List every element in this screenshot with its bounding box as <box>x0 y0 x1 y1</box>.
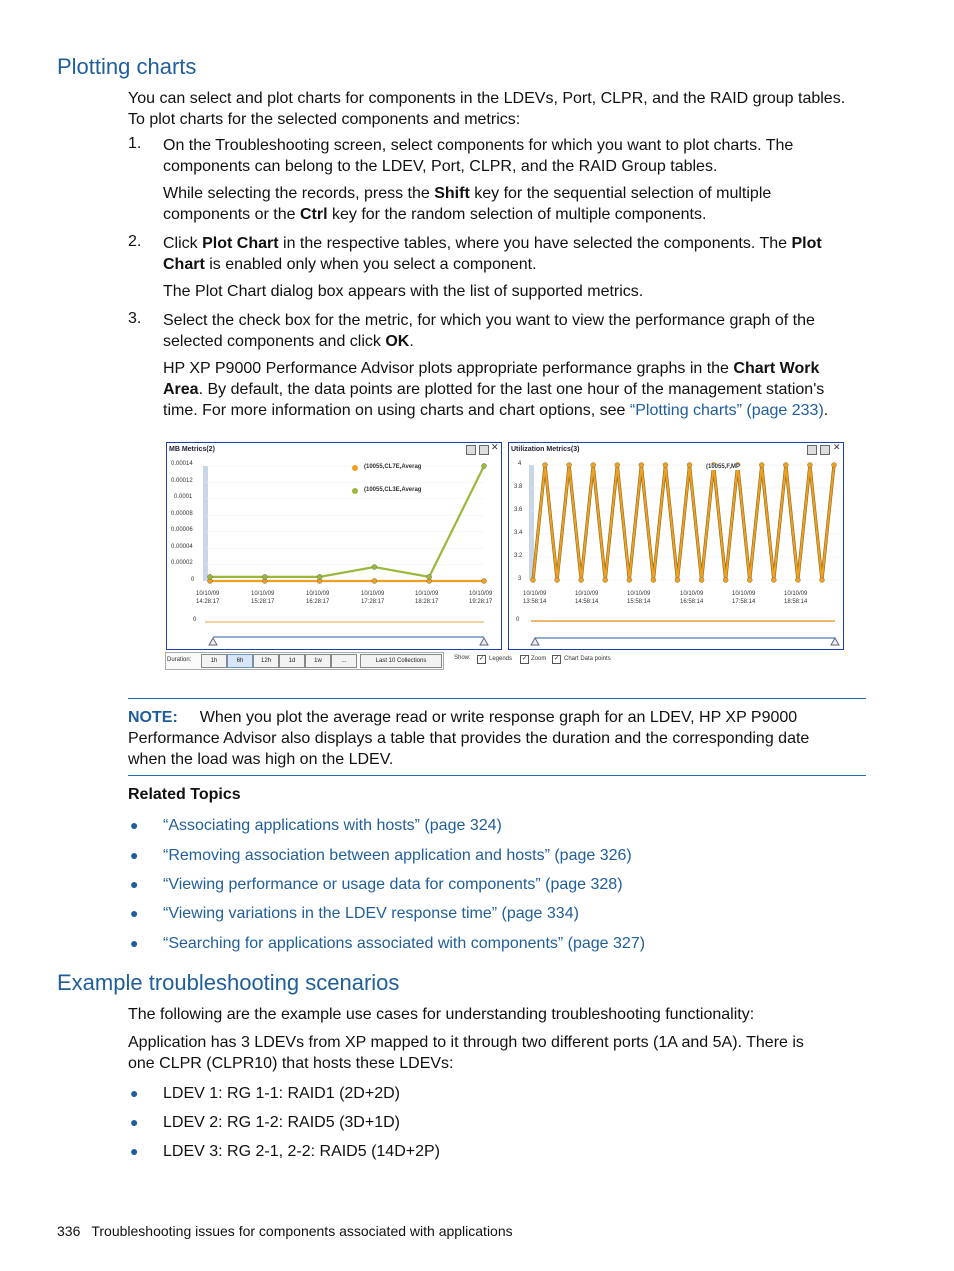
slider-zero-label: 0 <box>193 617 197 623</box>
x-tick-time: 13:58:14 <box>523 599 547 605</box>
duration-label: Duration: <box>167 657 192 663</box>
slider-zero-label: 0 <box>516 617 520 623</box>
y-tick-label: 3.6 <box>514 507 523 513</box>
data-point <box>627 578 632 583</box>
note-line-3: when the load was high on the LDEV. <box>128 751 394 768</box>
step-3-line-2: selected components and click OK. <box>163 333 414 350</box>
related-topics-heading: Related Topics <box>128 786 241 803</box>
data-point <box>615 463 620 468</box>
shift-key-label: Shift <box>434 185 470 202</box>
data-point <box>372 579 377 584</box>
step-3-sub-line-3: time. For more information on using charts and chart options, see “Plotting charts” (page 233). <box>163 402 829 419</box>
bullet-icon: ● <box>130 876 139 892</box>
y-axis-band <box>203 466 208 581</box>
x-tick-date: 10/10/09 <box>627 591 651 597</box>
x-tick-time: 15:28:17 <box>251 599 275 605</box>
bullet-icon: ● <box>130 1114 139 1130</box>
ldev-item-2: LDEV 2: RG 1-2: RAID5 (3D+1D) <box>163 1114 400 1131</box>
data-point <box>555 578 560 583</box>
ctrl-key-label: Ctrl <box>299 206 328 223</box>
data-point <box>482 464 487 469</box>
range-slider-handle <box>831 638 839 645</box>
x-tick-date: 10/10/09 <box>196 591 220 597</box>
data-point <box>819 578 824 583</box>
note-line-2: Performance Advisor also displays a table that provides the duration and the corresponding date <box>128 730 810 747</box>
note-top-rule <box>128 698 866 699</box>
y-tick-label: 0.00006 <box>171 527 193 533</box>
duration-6h-button[interactable]: 6h <box>227 654 253 668</box>
show-label: Show: <box>454 655 471 661</box>
x-tick-date: 10/10/09 <box>361 591 385 597</box>
duration-12h-button[interactable]: 12h <box>253 654 279 668</box>
data-point <box>832 463 837 468</box>
data-point <box>651 578 656 583</box>
intro-line-1: You can select and plot charts for components in the LDEVs, Port, CLPR, and the RAID group tables. <box>128 90 846 107</box>
ldev-item-1: LDEV 1: RG 1-1: RAID1 (2D+2D) <box>163 1085 400 1102</box>
legend-entry: (10055,CL3E,Averag <box>364 487 422 493</box>
data-point <box>663 463 668 468</box>
bullet-icon: ● <box>130 817 139 833</box>
x-tick-date: 10/10/09 <box>575 591 599 597</box>
duration-1h-button[interactable]: 1h <box>201 654 227 668</box>
legend-swatch-green <box>352 488 358 494</box>
related-link-viewing-variations[interactable]: “Viewing variations in the LDEV response time” (page 334) <box>163 905 579 922</box>
bullet-icon: ● <box>130 847 139 863</box>
data-point <box>543 463 548 468</box>
step-3-sub-line-2: Area. By default, the data points are plotted for the last one hour of the management station's <box>163 381 825 398</box>
step-2-sub: The Plot Chart dialog box appears with the list of supported metrics. <box>163 283 644 300</box>
x-tick-date: 10/10/09 <box>306 591 330 597</box>
step-2-line-2: Chart is enabled only when you select a component. <box>163 256 537 273</box>
range-slider-handle <box>209 638 217 645</box>
close-icon[interactable]: ✕ <box>491 442 499 452</box>
x-tick-time: 17:58:14 <box>732 599 756 605</box>
y-tick-label: 0.00008 <box>171 511 193 517</box>
step-1-sub-line-1: While selecting the records, press the Shift key for the sequential selection of multiple <box>163 185 772 202</box>
bullet-icon: ● <box>130 935 139 951</box>
duration-1w-button[interactable]: 1w <box>305 654 331 668</box>
y-tick-label: 3.8 <box>514 484 523 490</box>
data-point <box>591 463 596 468</box>
scenario-intro: The following are the example use cases for understanding troubleshooting functionality: <box>128 1006 755 1023</box>
data-point <box>603 578 608 583</box>
bullet-icon: ● <box>130 1085 139 1101</box>
data-point <box>208 574 213 579</box>
last-10-collections-button[interactable]: Last 10 Collections <box>360 654 442 668</box>
ldev-item-3: LDEV 3: RG 2-1, 2-2: RAID5 (14D+2P) <box>163 1143 440 1160</box>
y-tick-label: 0.0001 <box>174 494 193 500</box>
data-point <box>579 578 584 583</box>
x-tick-date: 10/10/09 <box>251 591 275 597</box>
plotting-charts-link[interactable]: “Plotting charts” (page 233) <box>629 402 824 419</box>
data-point <box>699 578 704 583</box>
y-tick-label: 0.00002 <box>171 560 193 566</box>
legends-option-label: Legends <box>489 656 513 662</box>
step-number-1: 1. <box>128 135 142 152</box>
data-point <box>747 578 752 583</box>
step-2-line-1: Click Plot Chart in the respective tables, where you have selected the components. The Plot <box>163 235 822 252</box>
data-point <box>639 463 644 468</box>
y-tick-label: 0.00012 <box>171 478 193 484</box>
bullet-icon: ● <box>130 1143 139 1159</box>
legend-swatch-orange <box>352 465 358 471</box>
y-tick-label: 0 <box>191 577 195 583</box>
x-tick-time: 17:28:17 <box>361 599 385 605</box>
footer-title: Troubleshooting issues for components associated with applications <box>91 1223 513 1239</box>
utilization-metrics-title: Utilization Metrics(3) <box>511 446 580 453</box>
scenario-line-2: one CLPR (CLPR10) that hosts these LDEVs: <box>128 1055 454 1072</box>
related-link-searching-applications[interactable]: “Searching for applications associated with components” (page 327) <box>163 935 646 952</box>
data-point <box>675 578 680 583</box>
y-tick-label: 3.4 <box>514 530 523 536</box>
section-heading-plotting-charts: Plotting charts <box>57 54 197 79</box>
data-point <box>427 574 432 579</box>
data-point <box>687 463 692 468</box>
y-tick-label: 4 <box>518 461 522 467</box>
duration-more-button[interactable]: ... <box>331 654 357 668</box>
data-point <box>531 578 536 583</box>
note-bottom-rule <box>128 775 866 776</box>
step-3-sub-line-1: HP XP P9000 Performance Advisor plots appropriate performance graphs in the Chart Work <box>163 360 820 377</box>
close-icon[interactable]: ✕ <box>833 442 841 452</box>
data-point <box>317 574 322 579</box>
utilization-metrics-chart <box>508 442 844 650</box>
intro-line-2: To plot charts for the selected components and metrics: <box>128 111 521 128</box>
data-point <box>262 574 267 579</box>
x-tick-time: 14:58:14 <box>575 599 599 605</box>
page-number: 336 <box>57 1223 81 1239</box>
chart-data-points-option-label: Chart Data points <box>564 656 611 662</box>
related-link-removing-association[interactable]: “Removing association between application and hosts” (page 326) <box>163 847 632 864</box>
data-point <box>807 463 812 468</box>
step-1-line-1: On the Troubleshooting screen, select components for which you want to plot charts. The <box>163 137 794 154</box>
page-footer <box>57 1223 513 1239</box>
duration-1d-button[interactable]: 1d <box>279 654 305 668</box>
data-point <box>372 565 377 570</box>
x-tick-date: 10/10/09 <box>469 591 493 597</box>
step-1-sub-line-2: components or the Ctrl key for the random selection of multiple components. <box>163 206 707 223</box>
x-tick-time: 16:58:14 <box>680 599 704 605</box>
x-tick-date: 10/10/09 <box>415 591 439 597</box>
scenario-line-1: Application has 3 LDEVs from XP mapped to it through two different ports (1A and 5A). There is <box>128 1034 804 1051</box>
data-point <box>795 578 800 583</box>
step-number-3: 3. <box>128 310 142 327</box>
x-tick-time: 14:28:17 <box>196 599 220 605</box>
data-point <box>783 463 788 468</box>
step-number-2: 2. <box>128 233 142 250</box>
related-link-viewing-performance[interactable]: “Viewing performance or usage data for components” (page 328) <box>163 876 623 893</box>
zoom-checkbox[interactable]: ✓ <box>521 656 528 662</box>
data-point <box>771 578 776 583</box>
y-tick-label: 3.2 <box>514 553 523 559</box>
y-tick-label: 0.00014 <box>171 461 193 467</box>
x-tick-time: 15:58:14 <box>627 599 651 605</box>
legend-entry: (10055,CL7E,Averag <box>364 464 422 470</box>
step-1-line-2: components can belong to the LDEV, Port, CLPR, and the RAID Group tables. <box>163 158 718 175</box>
data-point <box>567 463 572 468</box>
range-slider-handle <box>480 638 488 645</box>
x-tick-time: 19:28:17 <box>469 599 493 605</box>
y-tick-label: 0.00004 <box>171 544 193 550</box>
x-tick-time: 18:58:14 <box>784 599 808 605</box>
y-tick-label: 3 <box>518 576 522 582</box>
section-heading-example-scenarios: Example troubleshooting scenarios <box>57 970 400 995</box>
x-tick-date: 10/10/09 <box>784 591 808 597</box>
x-tick-time: 16:28:17 <box>306 599 330 605</box>
step-3-line-1: Select the check box for the metric, for which you want to view the performance graph of the <box>163 312 815 329</box>
note-line-1: NOTE: When you plot the average read or write response graph for an LDEV, HP XP P9000 <box>128 709 798 726</box>
x-tick-date: 10/10/09 <box>523 591 547 597</box>
note-label: NOTE: <box>128 709 178 726</box>
data-point <box>759 463 764 468</box>
zoom-option-label: Zoom <box>531 656 547 662</box>
chart-data-points-checkbox[interactable]: ✓ <box>553 656 560 662</box>
data-point <box>723 578 728 583</box>
bullet-icon: ● <box>130 905 139 921</box>
range-slider-handle <box>531 638 539 645</box>
mb-metrics-title: MB Metrics(2) <box>169 446 215 453</box>
related-link-associating-applications[interactable]: “Associating applications with hosts” (page 324) <box>163 817 502 834</box>
x-tick-date: 10/10/09 <box>732 591 756 597</box>
mb-metrics-chart <box>166 442 502 650</box>
legends-checkbox[interactable]: ✓ <box>478 656 485 662</box>
x-tick-date: 10/10/09 <box>680 591 704 597</box>
x-tick-time: 18:28:17 <box>415 599 439 605</box>
legend-entry: (10055,F,MP <box>706 464 741 470</box>
data-point <box>482 579 487 584</box>
